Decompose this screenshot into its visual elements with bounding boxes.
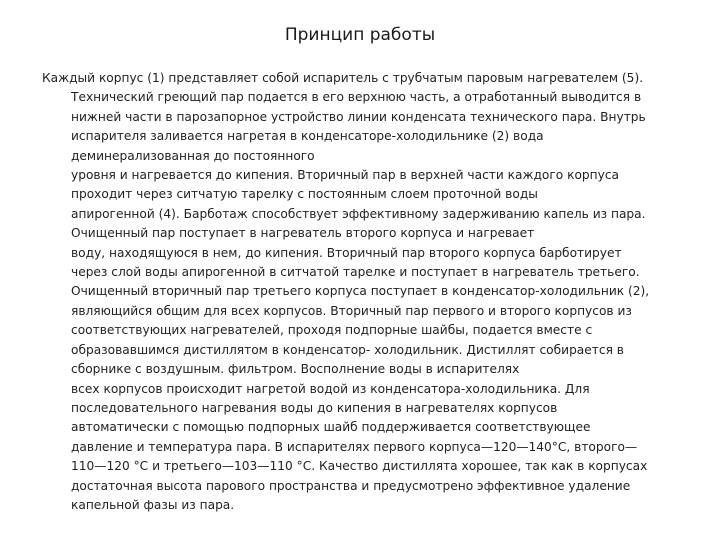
body-paragraph	[42, 69, 682, 515]
paragraph-line: 110—120 °С и третьего—103—110 °С. Качество дистиллята хорошее, так как в корпусах	[71, 459, 648, 474]
paragraph-line: всех корпусов происходит нагретой водой из конденсатора-холодильника. Для	[71, 381, 590, 396]
paragraph-line: образовавшимся дистиллятом в конденсатор- холодильник. Дистиллят собирается в	[71, 342, 624, 357]
paragraph-line: являющийся общим для всех корпусов. Вторичный пар первого и второго корпусов из	[71, 303, 632, 318]
paragraph-line: уровня и нагревается до кипения. Вторичный пар в верхней части каждого корпуса	[71, 168, 620, 183]
paragraph-line: достаточная высота парового пространства и предусмотрено эффективное удаление	[71, 478, 631, 493]
paragraph-line: капельной фазы из пара.	[71, 497, 235, 512]
paragraph-line: апирогенной (4). Барботаж способствует эффективному задерживанию капель из пара.	[71, 206, 646, 221]
paragraph-line: соответствующих нагревателей, проходя подпорные шайбы, подается вместе с	[71, 323, 593, 338]
paragraph-line: Очищенный пар поступает в нагреватель второго корпуса и нагревает	[71, 226, 535, 241]
paragraph-line: испарителя заливается нагретая в конденсаторе-холодильнике (2) вода	[71, 129, 544, 144]
paragraph-line: через слой воды апирогенной в ситчатой тарелке и поступает в нагреватель третьего.	[71, 265, 640, 280]
paragraph-line: давление и температура пара. В испарителях первого корпуса—120—140°С, второго—	[71, 439, 638, 454]
paragraph-line: автоматически с помощью подпорных шайб поддерживается соответствующее	[71, 420, 591, 435]
paragraph-line: сборнике с воздушным. фильтром. Восполнение воды в испарителях	[71, 362, 520, 377]
paragraph-line: нижней части в парозапорное устройство линии конденсата технического пара. Внутрь	[71, 109, 646, 124]
slide-title: Принцип работы	[284, 25, 436, 45]
paragraph-line: Каждый корпус (1) представляет собой испаритель с трубчатым паровым нагревателем (5).	[42, 71, 644, 85]
paragraph-line: деминерализованная до постоянного	[71, 148, 315, 163]
paragraph-line: проходит через ситчатую тарелку с постоянным слоем проточной воды	[71, 187, 538, 202]
paragraph-line: воду, находящуюся в нем, до кипения. Вторичный пар второго корпуса барботирует	[71, 245, 622, 260]
paragraph-line: Технический греющий пар подается в его верхнюю часть, а отработанный выводится в	[71, 90, 642, 105]
paragraph-line: Очищенный вторичный пар третьего корпуса поступает в конденсатор-холодильник (2),	[71, 284, 650, 299]
paragraph-line: последовательного нагревания воды до кипения в нагревателях корпусов	[71, 400, 558, 415]
